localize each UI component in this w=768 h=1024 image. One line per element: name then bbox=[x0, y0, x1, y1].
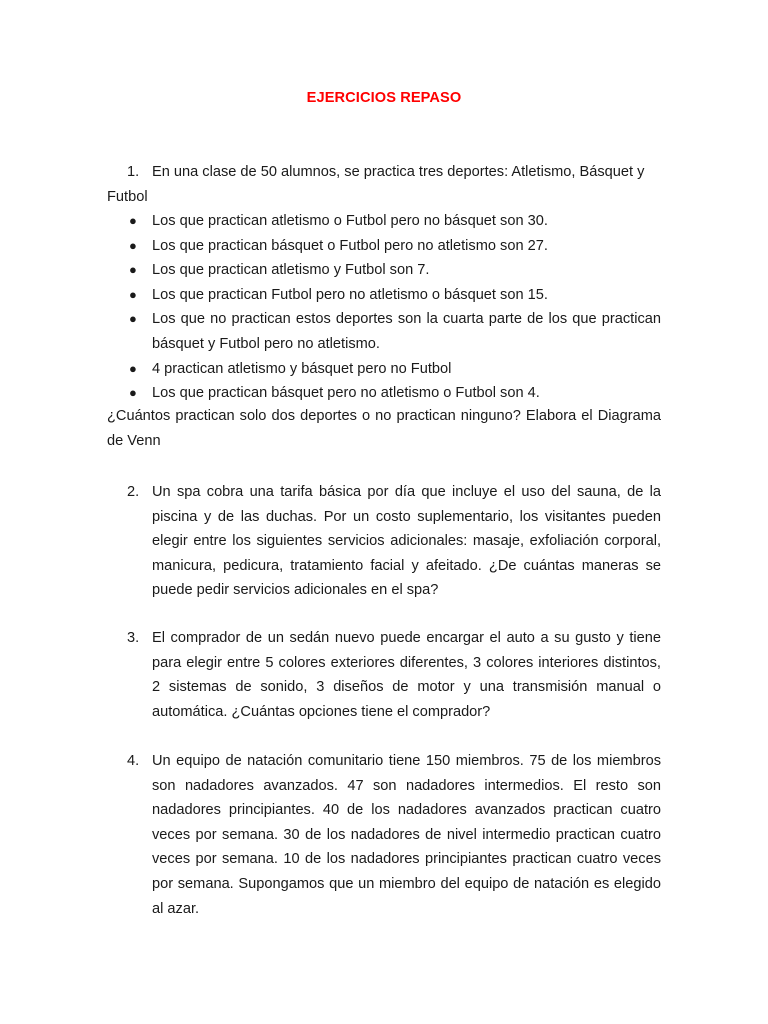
bullet-text: Los que practican atletismo y Futbol son 7. bbox=[152, 262, 430, 279]
bullet-icon: ● bbox=[129, 237, 137, 253]
bullet-text: Los que no practican estos deportes son la cuarta parte de los que practican básquet y Futbol pero no atletismo. bbox=[152, 311, 661, 352]
q2-text: Un spa cobra una tarifa básica por día que incluye el uso del sauna, de la piscina y de las duchas. Por un costo suplementario, los visitantes pueden elegir entre los siguientes servicios adicionales: masaje, exfoliación corporal, manicura, pedicura, tratamiento facial y afeitado. ¿De cuántas maneras se puede pedir servicios adicionales en el spa? bbox=[152, 484, 661, 599]
q1-intro-line2: Futbol bbox=[107, 188, 148, 205]
bullet-text: Los que practican básquet pero no atletismo o Futbol son 4. bbox=[152, 385, 540, 402]
q1-bullet-list bbox=[107, 209, 661, 406]
q1-intro-text: En una clase de 50 alumnos, se practica tres deportes: Atletismo, Básquet y bbox=[152, 164, 645, 180]
bullet-icon: ● bbox=[129, 385, 137, 401]
bullet-text: Los que practican Futbol pero no atletismo o básquet son 15. bbox=[152, 286, 548, 303]
q1-number: 1. bbox=[127, 164, 140, 180]
question-2 bbox=[107, 480, 661, 603]
q2-number: 2. bbox=[127, 484, 140, 500]
bullet-text: 4 practican atletismo y básquet pero no Futbol bbox=[152, 360, 452, 377]
bullet-icon: ● bbox=[129, 262, 137, 278]
q3-text: El comprador de un sedán nuevo puede encargar el auto a su gusto y tiene para elegir entre 5 colores exteriores diferentes, 3 colores interiores distintos, 2 sistemas de sonido, 3 diseños de motor y una transmisión manual o automática. ¿Cuántas opciones tiene el comprador? bbox=[152, 630, 661, 720]
list-item bbox=[107, 307, 661, 356]
q4-text: Un equipo de natación comunitario tiene 150 miembros. 75 de los miembros son nadadores avanzados. 47 son nadadores intermedios. El resto son nadadores principiantes. 40 de los nadadores avanzados practican cuatro veces por semana. 30 de los nadadores de nivel intermedio practican cuatro veces por semana. 10 de los nadadores principiantes practican cuatro veces por semana. Supongamos que un miembro del equipo de natación es elegido al azar. bbox=[152, 753, 661, 917]
bullet-icon: ● bbox=[129, 213, 137, 228]
question-4 bbox=[107, 749, 661, 921]
bullet-icon: ● bbox=[129, 286, 137, 302]
bullet-icon: ● bbox=[129, 311, 137, 327]
q1-intro-line1 bbox=[107, 160, 661, 185]
bullet-text: Los que practican atletismo o Futbol pero no básquet son 30. bbox=[152, 213, 548, 229]
list-item bbox=[107, 209, 661, 234]
q4-number: 4. bbox=[127, 753, 140, 769]
list-item bbox=[107, 234, 661, 259]
q3-number: 3. bbox=[127, 630, 140, 646]
q1-question: ¿Cuántos practican solo dos deportes o no practican ninguno? Elabora el Diagrama de Venn bbox=[107, 408, 661, 449]
list-item bbox=[107, 283, 661, 308]
bullet-text: Los que practican básquet o Futbol pero no atletismo son 27. bbox=[152, 237, 548, 254]
list-item bbox=[107, 381, 661, 406]
question-3 bbox=[107, 626, 661, 724]
list-item bbox=[107, 258, 661, 283]
page-title: EJERCICIOS REPASO bbox=[306, 90, 462, 106]
q1-intro bbox=[107, 160, 661, 209]
bullet-icon: ● bbox=[129, 360, 137, 376]
list-item bbox=[107, 357, 661, 382]
